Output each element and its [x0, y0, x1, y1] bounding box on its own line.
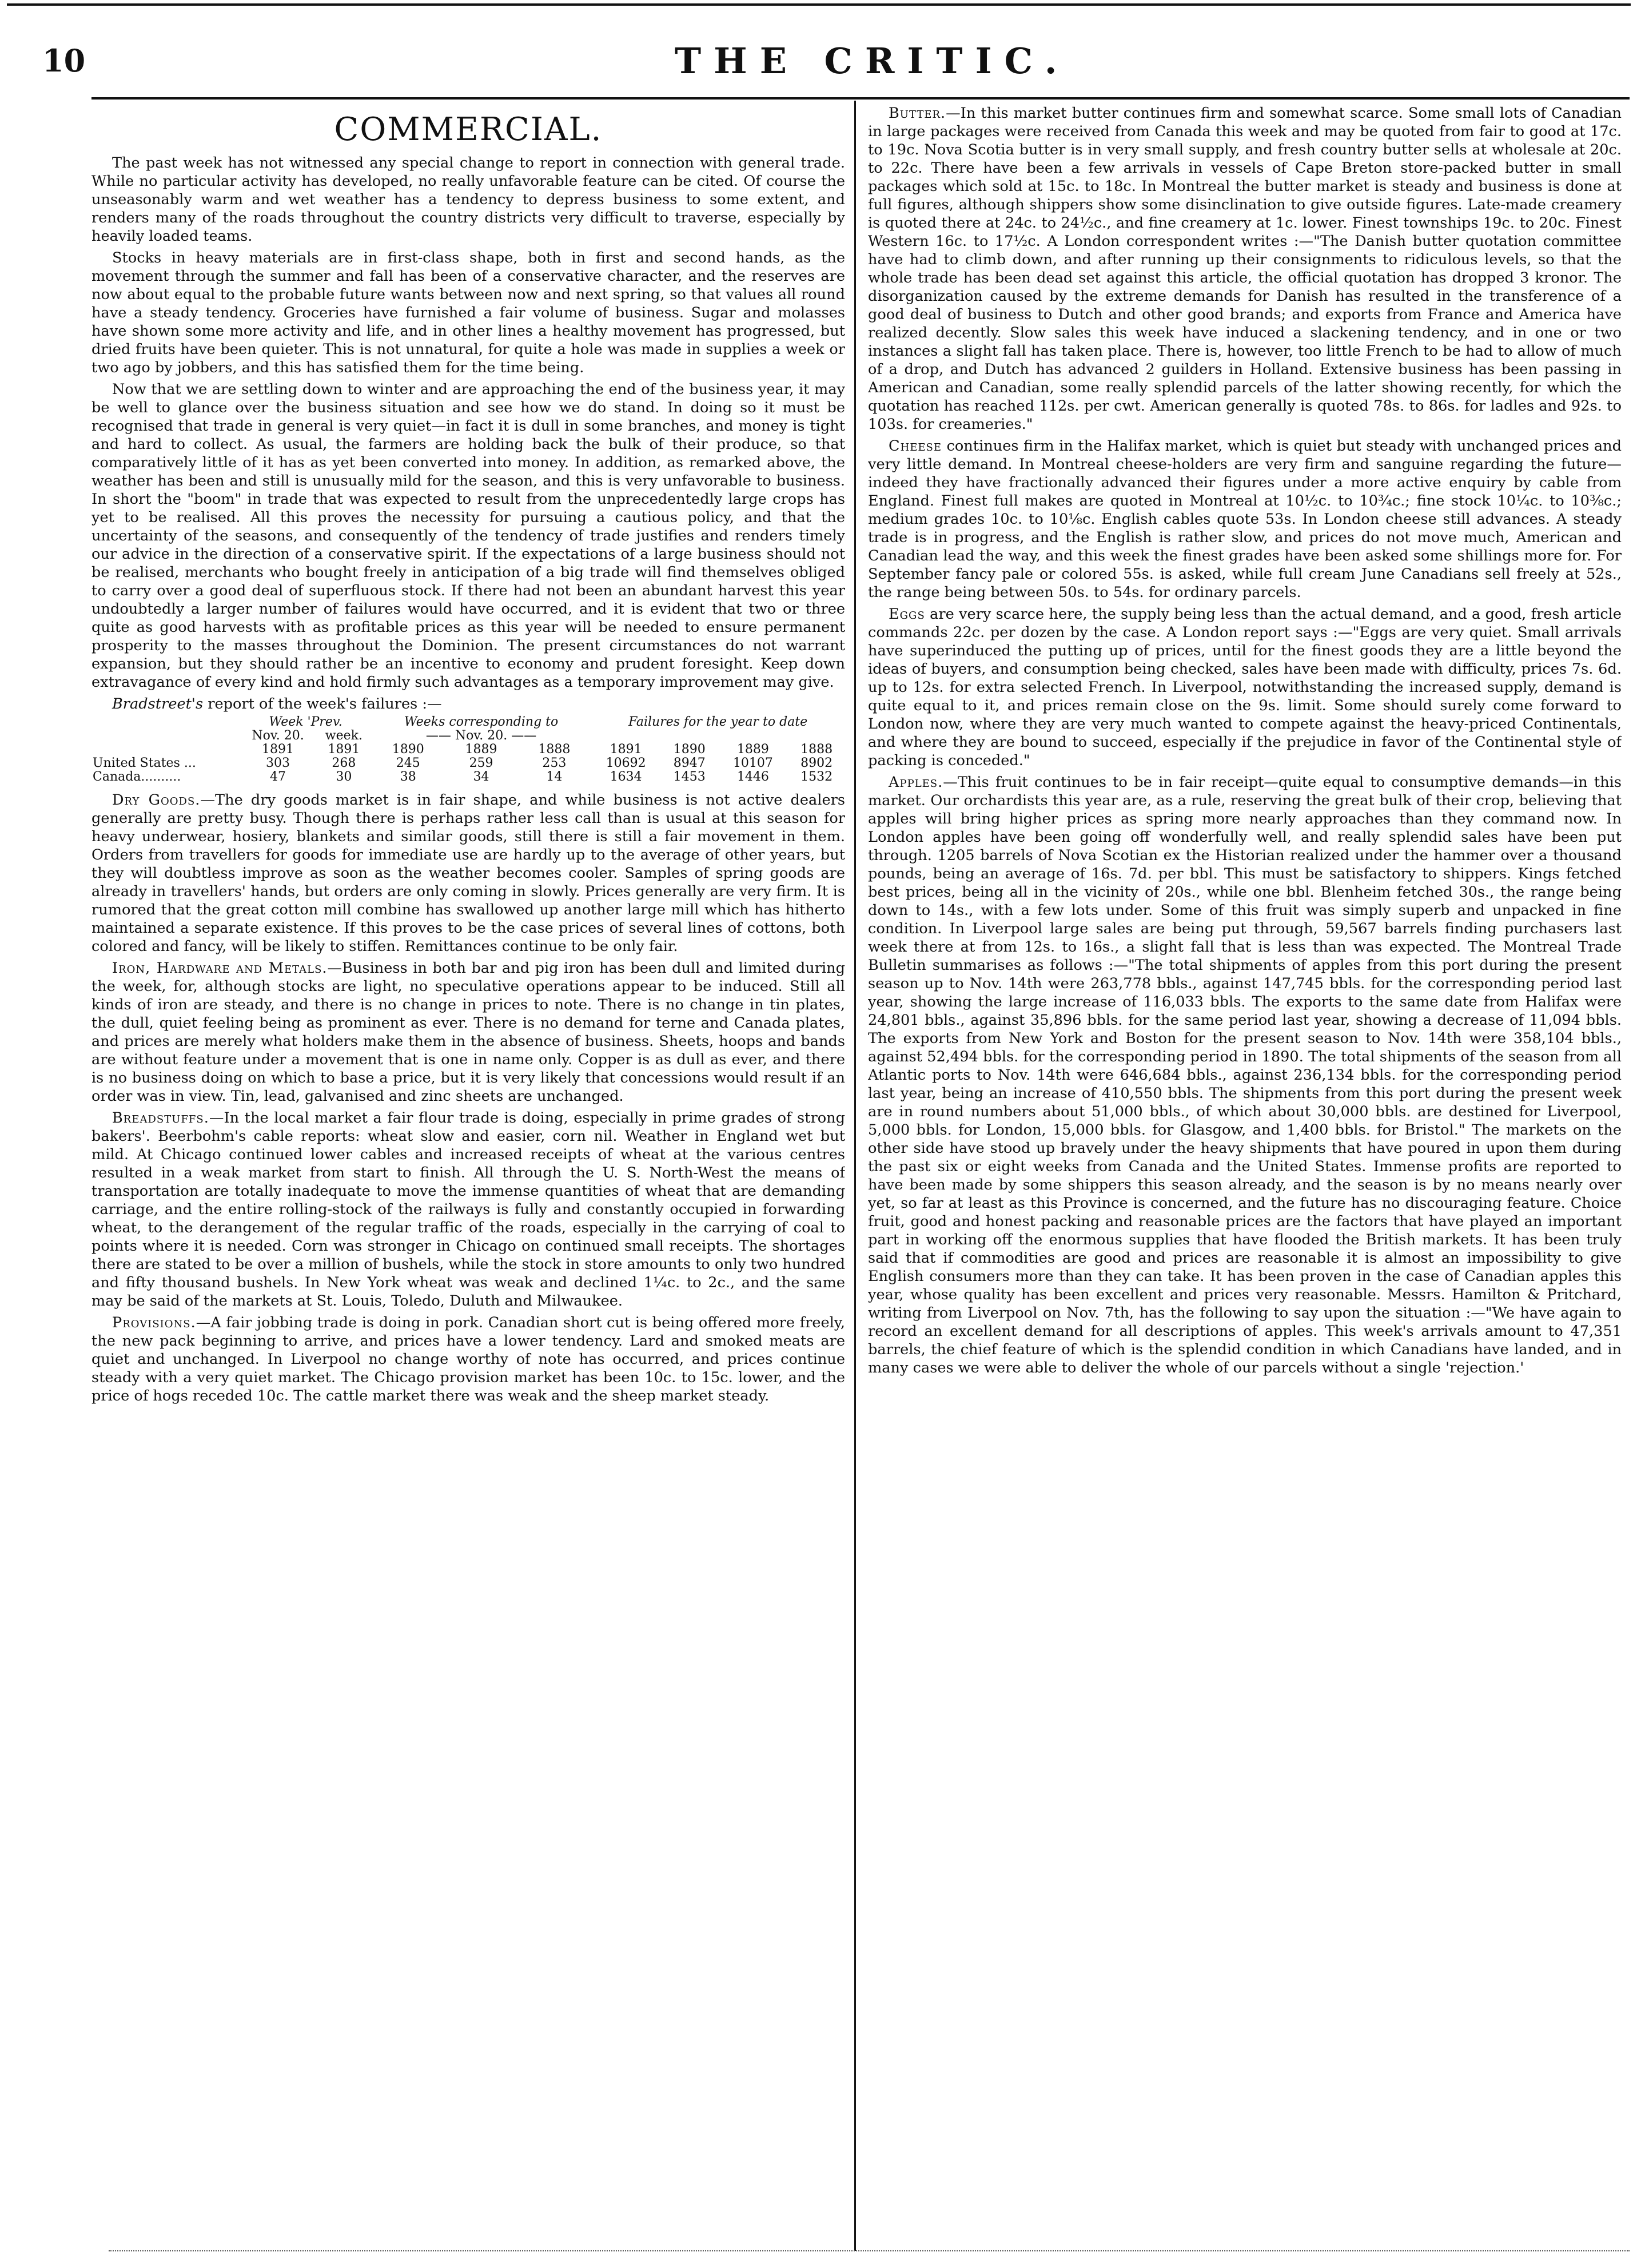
paragraph-text: Stocks in heavy materials are in first-class shape, both in first and second hands, as the movement through the summer and fall has been of a conservative character, and the reserves are now about equal to the probable future wants between now and next spring, so that values all round have a steady tendency. Groceries have furnished a fair volume of business. Sugar and molasses have shown some more activity and life, and in other lines a healthy movement has progressed, but dried fruits have been quieter. This is not unnatural, for quite a hole was made in supplies a week or two ago by jobbers, and this has satisfied them for the time being.	[91, 249, 845, 376]
group-year: Failures for the year to date	[628, 715, 808, 729]
paragraph	[868, 104, 1622, 433]
paragraph-lead: Breadstuffs.	[112, 1109, 209, 1127]
group-week: Week 'Prev.	[269, 715, 342, 729]
paragraph-text: —The dry goods market is in fair shape, and while business is not active dealers generally are pretty busy. Though there is perhaps rather less call than is usual at this season for heavy underwear, hosiery, blankets and similar goods, still there is still a fair movement in them. Orders from travellers for goods for immediate use are hardly up to the average of other years, but they will doubtless improve as soon as the weather becomes cooler. Samples of spring goods are already in travellers' hands, but orders are only coming in slowly. Prices generally are very firm. It is rumored that the great cotton mill combine has swallowed up another large mill which has hitherto maintained a separate existence. If this proves to be the case prices of several lines of cottons, both colored and fancy, will be likely to stiffen. Remittances continue to be only fair.	[91, 791, 845, 955]
masthead-rule	[91, 97, 1630, 100]
paragraph-text: —In the local market a fair flour trade is doing, especially in prime grades of strong bakers'. Beerbohm's cable reports: wheat slow and easier, corn nil. Weather in England wet but mild. At Chicago continued lower cables and increased receipts of wheat at the various centres resulted in a weak market from start to finish. All through the U. S. North-West the means of transportation are totally inadequate to move the immense quantities of wheat that are demanding carriage, and the entire rolling-stock of the railways is fully and constantly occupied in forwarding wheat, to the derangement of the regular traffic of the roads, especially in the carrying of coal to points where it is needed. Corn was stronger in Chicago on continued small receipts. The shortages there are stated to be over a million of bushels, while the stock in store amounts to only two hundred and fifty thousand bushels. In New York wheat was weak and declined 1¼c. to 2c., and the same may be said of the markets at St. Louis, Toledo, Duluth and Milwaukee.	[91, 1109, 845, 1310]
row-label: Canada..........	[93, 770, 181, 784]
paragraph-lead: Dry Goods.	[112, 791, 201, 809]
column-right	[868, 104, 1622, 2243]
table-cell: 303	[266, 756, 290, 770]
failures-intro-text: report of the week's failures :—	[208, 695, 442, 713]
paragraph-lead: Provisions.	[112, 1314, 196, 1331]
paragraph-text: are very scarce here, the supply being less than the actual demand, and a good, fresh article commands 22c. per dozen by the case. A London report says :—"Eggs are very quiet. Small arrivals have superinduced the putting up of prices, until for the finest goods they are a little beyond the ideas of buyers, and consumption being checked, sales have been made with difficulty, prices 7s. 6d. up to 12s. for extra selected French. In Liverpool, notwithstanding the increased supply, demand is quite equal to it, and prices remain close on the 9s. limit. Some should surely come forward to London now, where they are very much wanted to compete against the heavy-priced Continentals, and where they are bound to succeed, especially if the prejudice in favor of the Continental style of packing is conceded."	[868, 606, 1622, 769]
paragraph	[91, 249, 845, 377]
paragraph	[91, 1314, 845, 1405]
table-cell: 8902	[800, 756, 833, 770]
paragraph-text: —A fair jobbing trade is doing in pork. Canadian short cut is being offered more freely, the new pack beginning to arrive, and prices have a lower tendency. Lard and smoked meats are quiet and unchanged. In Liverpool no change worthy of note has occurred, and prices continue steady with a very quiet market. The Chicago provision market has been 10c. to 15c. lower, and the price of hogs receded 10c. The cattle market there was weak and the sheep market steady.	[91, 1314, 845, 1404]
paragraph	[868, 437, 1622, 602]
paragraph-lead: Eggs	[889, 606, 925, 623]
failures-subheader-row	[91, 729, 845, 743]
table-cell: 34	[473, 770, 489, 784]
failures-group-row	[91, 715, 845, 729]
paragraphs-left-b	[91, 791, 845, 1405]
year-cell: 1890	[673, 742, 706, 757]
table-row	[91, 757, 845, 770]
paragraph	[91, 154, 845, 245]
page-number: 10	[42, 42, 86, 79]
masthead	[0, 34, 1641, 97]
table-cell: 245	[396, 756, 420, 770]
paragraph-text: —Business in both bar and pig iron has been dull and limited during the week, for, although stocks are light, no speculative operations appear to be induced. Still all kinds of iron are steady, and there is no change in prices to note. There is no change in tin plates, the dull, quiet feeling being as prominent as ever. There is no demand for terne and Canada plates, and prices are merely what holders make them in the absence of business. Sheets, hoops and bands are without feature under a movement that is one in name only. Copper is as dull as ever, and there is no business doing on which to base a price, but it is very likely that concessions would result if an order was in view. Tin, lead, galvanised and zinc sheets are unchanged.	[91, 960, 845, 1105]
row-label: United States ...	[93, 756, 196, 770]
year-cell: 1891	[328, 742, 360, 757]
table-cell: 259	[469, 756, 493, 770]
paragraph-lead: Butter.	[889, 105, 946, 122]
torn-bottom-edge	[109, 2250, 1630, 2251]
sub-week: week.	[325, 729, 363, 743]
year-cell: 1890	[392, 742, 424, 757]
year-cell: 1888	[538, 742, 571, 757]
paragraph-text: Now that we are settling down to winter and are approaching the end of the business year, it may be well to glance over the business situation and see how we do stand. In doing so it must be recognised that trade in general is very quiet—in fact it is dull in some branches, and money is tight and hard to collect. As usual, the farmers are holding back the bulk of their produce, so that comparatively little of it has as yet been converted into money. In addition, as remarked above, the weather has been and still is unusually mild for the season, and this is very unfavorable to business. In short the "boom" in trade that was expected to result from the unprecedentedly large crops has yet to be realised. All this proves the necessity for pursuing a cautious policy, and that the uncertainty of the seasons, and consequently of the tendency of trade justifies and renders timely our advice in the direction of a conservative spirit. If the expectations of a large business should not be realised, merchants who bought freely in anticipation of a big trade will find themselves obliged to carry over a good deal of superfluous stock. If there had not been an abundant harvest this year undoubtedly a larger number of failures would have occurred, and it is evident that two or three quite as good harvests with as profitable prices as this year will be needed to ensure permanent prosperity to the masses throughout the Dominion. The present circumstances do not warrant expansion, but they should rather be an incentive to economy and prudent foresight. Keep down extravagance of every kind and hold firmly such advantages as a temporary improvement may give.	[91, 381, 845, 691]
masthead-title: THE CRITIC.	[675, 40, 1070, 82]
table-cell: 47	[270, 770, 286, 784]
failures-source: Bradstreet's	[112, 695, 204, 713]
paragraph	[868, 773, 1622, 1377]
paragraph-lead: Apples.	[889, 774, 943, 791]
failures-years-row	[91, 743, 845, 757]
year-cell: 1888	[800, 742, 833, 757]
year-cell: 1889	[736, 742, 769, 757]
table-cell: 1634	[610, 770, 642, 784]
year-cell: 1891	[262, 742, 294, 757]
paragraph-lead: Cheese	[889, 437, 942, 455]
table-cell: 10692	[606, 756, 646, 770]
year-cell: 1891	[610, 742, 642, 757]
paragraphs-left-a	[91, 154, 845, 691]
paragraph	[868, 605, 1622, 770]
group-corresponding: Weeks corresponding to	[404, 715, 559, 729]
table-cell: 1446	[736, 770, 769, 784]
top-rule	[7, 3, 1631, 6]
paragraph	[91, 959, 845, 1105]
table-cell: 253	[542, 756, 567, 770]
sub-nov20: Nov. 20.	[252, 729, 304, 743]
table-row	[91, 770, 845, 784]
sub-nov20-range: —— Nov. 20. ——	[425, 729, 537, 743]
table-cell: 1532	[800, 770, 833, 784]
paragraph-text: The past week has not witnessed any special change to report in connection with general trade. While no particular activity has developed, no really unfavorable feature can be cited. Of course the unseasonably warm and wet weather has a tendency to depress business to some extent, and renders many of the roads throughout the country districts very difficult to traverse, especially by heavily loaded teams.	[91, 154, 845, 245]
table-cell: 30	[336, 770, 352, 784]
table-cell: 1453	[673, 770, 706, 784]
section-title: COMMERCIAL.	[334, 111, 603, 148]
year-cell: 1889	[465, 742, 497, 757]
table-cell: 14	[546, 770, 563, 784]
paragraph	[91, 380, 845, 691]
table-cell: 10107	[732, 756, 773, 770]
paragraph-text: —In this market butter continues firm and somewhat scarce. Some small lots of Canadian in large packages were received from Canada this week and may be quoted from fair to good at 17c. to 19c. Nova Scotia butter is in very small supply, and fresh country butter sells at wholesale at 20c. to 22c. There have been a few arrivals in vessels of Cape Breton store-packed butter in small packages which sold at 15c. to 18c. In Montreal the butter market is steady and business is done at full figures, although shippers show some disinclination to give outside figures. Late-made creamery is quoted there at 24c. to 24½c., and fine creamery at 1c. lower. Finest townships 19c. to 20c. Finest Western 16c. to 17½c. A London correspondent writes :—"The Danish butter quotation committee have had to climb down, and after running up their consignments to ridiculous levels, so that the whole trade has been dead set against this article, the official quotation has dropped 3 kronor. The disorganization caused by the extreme demands for Danish has resulted in the transference of a good deal of business to Dutch and other good brands; and exports from France and America have realized decently. Slow sales this week have induced a slackening tendency, and in one or two instances a slight fall has taken place. There is, however, too little French to be had to allow of much of a drop, and Dutch has advanced 2 guilders in Holland. Extensive business has been passing in American and Canadian, some really splendid parcels of the latter showing recently, for which the quotation has reached 112s. per cwt. American generally is quoted 78s. to 86s. for ladles and 92s. to 103s. for creameries."	[868, 105, 1622, 433]
table-cell: 268	[332, 756, 356, 770]
paragraph-text: —This fruit continues to be in fair receipt—quite equal to consumptive demands—in this market. Our orchardists this year are, as a rule, reserving the great bulk of their crop, believing that apples will bring higher prices as spring more nearly approaches than they command now. In London apples have been going off wonderfully well, and really splendid sales have been put through. 1205 barrels of Nova Scotian ex the Historian realized under the hammer over a thousand pounds, being an average of 16s. 7d. per bbl. This must be satisfactory to shippers. Kings fetched best prices, being all in the vicinity of 20s., while one bbl. Blenheim fetched 30s., the range being down to 14s., with a few lots under. Some of this fruit was simply superb and unpacked in fine condition. In Liverpool large sales are being put through, 59,567 barrels finding purchasers last week there at from 12s. to 16s., a slight fall that is less than was expected. The Montreal Trade Bulletin summarises as follows :—"The total shipments of apples from this port during the present season up to Nov. 14th were 263,778 bbls., against 147,745 bbls. for the corresponding period last year, showing the large increase of 116,033 bbls. The exports to the same date from Halifax were 24,801 bbls., against 35,896 bbls. for the same period last year, showing a decrease of 11,094 bbls. The exports from New York and Boston for the present season to Nov. 14th were 358,104 bbls., against 52,494 bbls. for the corresponding period in 1890. The total shipments of the season from all Atlantic ports to Nov. 14th were 646,684 bbls., against 236,134 bbls. for the corresponding period last year, being an increase of 410,550 bbls. The shipments from this port during the present week are in round numbers about 51,000 bbls., of which about 30,000 bbls. are destined for Liverpool, 5,000 bbls. for London, 15,000 bbls. for Glasgow, and 1,400 bbls. for Bristol." The markets on the other side have stood up bravely under the heavy shipments that have poured in upon them during the past six or eight weeks from Canada and the United States. Immense profits are reported to have been made by some shippers this season already, and the season is by no means nearly over yet, so far at least as this Province is concerned, and the future has no discouraging feature. Choice fruit, good and honest packing and reasonable prices are the factors that have played an important part in working off the enormous supplies that have flooded the British markets. It has been truly said that if commodities are good and prices are reasonable it is almost an impossibility to give English consumers more than they can take. It has been proven in the case of Canadian apples this year, whose quality has been excellent and prices very reasonable. Messrs. Hamilton & Pritchard, writing from Liverpool on Nov. 7th, has the following to say upon the situation :—"We have again to record an excellent demand for all descriptions of apples. This week's arrivals amount to 47,351 barrels, the chief feature of which is the splendid condition in which Canadians have landed, and in many cases we were able to deliver the whole of our parcels without a single 'rejection.'	[868, 774, 1622, 1376]
failures-table	[91, 715, 845, 784]
paragraph	[91, 791, 845, 956]
column-left	[91, 104, 845, 2243]
paragraph-text: continues firm in the Halifax market, which is quiet but steady with unchanged prices and very little demand. In Montreal cheese-holders are very firm and sanguine regarding the future—indeed they have fractionally advanced their figures under a more active enquiry by cable from England. Finest full makes are quoted in Montreal at 10½c. to 10¾c.; fine stock 10¼c. to 10⅜c.; medium grades 10c. to 10⅛c. English cables quote 53s. In London cheese still advances. A steady trade is in progress, and the English is rather slow, and prices do not move much, American and Canadian lead the way, and this week the finest grades have been asked some shillings more for. For September fancy pale or colored 55s. is asked, while full cream June Canadians sell freely at 52s., the range being between 50s. to 54s. for ordinary parcels.	[868, 437, 1622, 601]
table-cell: 8947	[673, 756, 706, 770]
table-cell: 38	[400, 770, 416, 784]
column-divider	[854, 101, 856, 2251]
paragraph-lead: Iron, Hardware and Metals.	[112, 960, 328, 977]
paragraph	[91, 1109, 845, 1310]
failures-intro	[112, 695, 845, 713]
